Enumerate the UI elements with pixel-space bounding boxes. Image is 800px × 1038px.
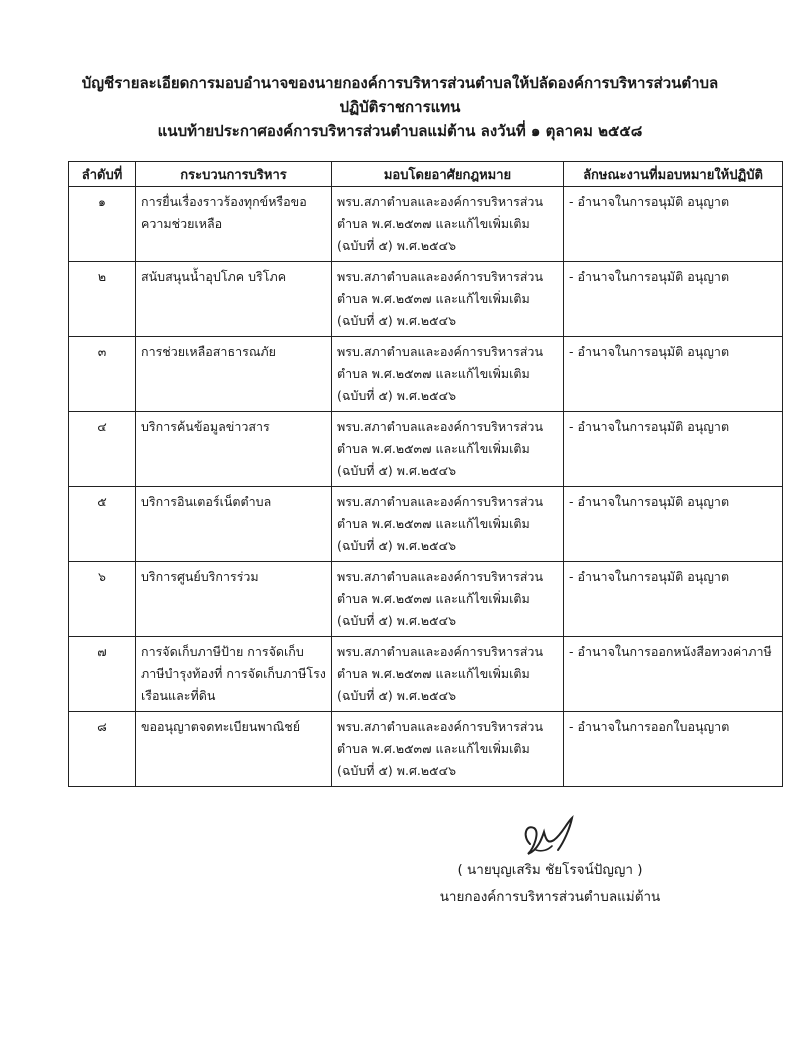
row-number: ๑	[69, 187, 136, 262]
table-row	[69, 187, 783, 262]
row-process: ขออนุญาตจดทะเบียนพาณิชย์	[136, 712, 332, 787]
table-row	[69, 337, 783, 412]
row-task: - อำนาจในการอนุมัติ อนุญาต	[564, 487, 783, 562]
row-task: - อำนาจในการออกหนังสือทวงค่าภาษี	[564, 637, 783, 712]
row-number: ๖	[69, 562, 136, 637]
table-row	[69, 562, 783, 637]
signer-name: ( นายบุญเสริม ชัยโรจน์ปัญญา )	[457, 862, 643, 878]
row-process: การยื่นเรื่องราวร้องทุกข์หรือขอความช่วยเหลือ	[136, 187, 332, 262]
table-row	[69, 712, 783, 787]
table-row	[69, 262, 783, 337]
column-header-number: ลำดับที่	[69, 162, 136, 187]
row-number: ๗	[69, 637, 136, 712]
row-task: - อำนาจในการอนุมัติ อนุญาต	[564, 262, 783, 337]
row-law: พรบ.สภาตำบลและองค์การบริหารส่วนตำบล พ.ศ.๒๕๓๗ และแก้ไขเพิ่มเติม (ฉบับที่ ๕) พ.ศ.๒๕๔๖	[332, 337, 564, 412]
row-task: - อำนาจในการอนุมัติ อนุญาต	[564, 562, 783, 637]
column-header-law: มอบโดยอาศัยกฎหมาย	[332, 162, 564, 187]
table-row	[69, 412, 783, 487]
row-task: - อำนาจในการอนุมัติ อนุญาต	[564, 337, 783, 412]
delegation-table	[68, 161, 783, 787]
row-law: พรบ.สภาตำบลและองค์การบริหารส่วนตำบล พ.ศ.๒๕๓๗ และแก้ไขเพิ่มเติม (ฉบับที่ ๕) พ.ศ.๒๕๔๖	[332, 412, 564, 487]
document-title: บัญชีรายละเอียดการมอบอำนาจของนายกองค์การบริหารส่วนตำบลให้ปลัดองค์การบริหารส่วนตำบล	[81, 74, 719, 92]
row-number: ๘	[69, 712, 136, 787]
row-task: - อำนาจในการอนุมัติ อนุญาต	[564, 187, 783, 262]
row-law: พรบ.สภาตำบลและองค์การบริหารส่วนตำบล พ.ศ.๒๕๓๗ และแก้ไขเพิ่มเติม (ฉบับที่ ๕) พ.ศ.๒๕๔๖	[332, 262, 564, 337]
document-attachment-line: แนบท้ายประกาศองค์การบริหารส่วนตำบลแม่ต้าน ลงวันที่ ๑ ตุลาคม ๒๕๕๘	[157, 122, 643, 140]
row-law: พรบ.สภาตำบลและองค์การบริหารส่วนตำบล พ.ศ.๒๕๓๗ และแก้ไขเพิ่มเติม (ฉบับที่ ๕) พ.ศ.๒๕๔๖	[332, 487, 564, 562]
row-process: การจัดเก็บภาษีป้าย การจัดเก็บภาษีบำรุงท้องที่ การจัดเก็บภาษีโรงเรือนและที่ดิน	[136, 637, 332, 712]
row-process: บริการค้นข้อมูลข่าวสาร	[136, 412, 332, 487]
handwritten-signature	[508, 814, 588, 864]
row-task: - อำนาจในการออกใบอนุญาต	[564, 712, 783, 787]
row-law: พรบ.สภาตำบลและองค์การบริหารส่วนตำบล พ.ศ.๒๕๓๗ และแก้ไขเพิ่มเติม (ฉบับที่ ๕) พ.ศ.๒๕๔๖	[332, 712, 564, 787]
row-task: - อำนาจในการอนุมัติ อนุญาต	[564, 412, 783, 487]
row-process: บริการอินเตอร์เน็ตตำบล	[136, 487, 332, 562]
row-process: บริการศูนย์บริการร่วม	[136, 562, 332, 637]
row-number: ๕	[69, 487, 136, 562]
row-law: พรบ.สภาตำบลและองค์การบริหารส่วนตำบล พ.ศ.๒๕๓๗ และแก้ไขเพิ่มเติม (ฉบับที่ ๕) พ.ศ.๒๕๔๖	[332, 562, 564, 637]
row-process: สนับสนุนน้ำอุปโภค บริโภค	[136, 262, 332, 337]
table-row	[69, 487, 783, 562]
table-row	[69, 637, 783, 712]
row-law: พรบ.สภาตำบลและองค์การบริหารส่วนตำบล พ.ศ.๒๕๓๗ และแก้ไขเพิ่มเติม (ฉบับที่ ๕) พ.ศ.๒๕๔๖	[332, 187, 564, 262]
table-header-row	[69, 162, 783, 187]
column-header-process: กระบวนการบริหาร	[136, 162, 332, 187]
column-header-task: ลักษณะงานที่มอบหมายให้ปฏิบัติ	[564, 162, 783, 187]
row-number: ๓	[69, 337, 136, 412]
document-subtitle: ปฏิบัติราชการแทน	[339, 98, 461, 116]
signer-position: นายกองค์การบริหารส่วนตำบลแม่ต้าน	[439, 889, 661, 905]
row-process: การช่วยเหลือสาธารณภัย	[136, 337, 332, 412]
row-number: ๔	[69, 412, 136, 487]
row-number: ๒	[69, 262, 136, 337]
row-law: พรบ.สภาตำบลและองค์การบริหารส่วนตำบล พ.ศ.๒๕๓๗ และแก้ไขเพิ่มเติม (ฉบับที่ ๕) พ.ศ.๒๕๔๖	[332, 637, 564, 712]
